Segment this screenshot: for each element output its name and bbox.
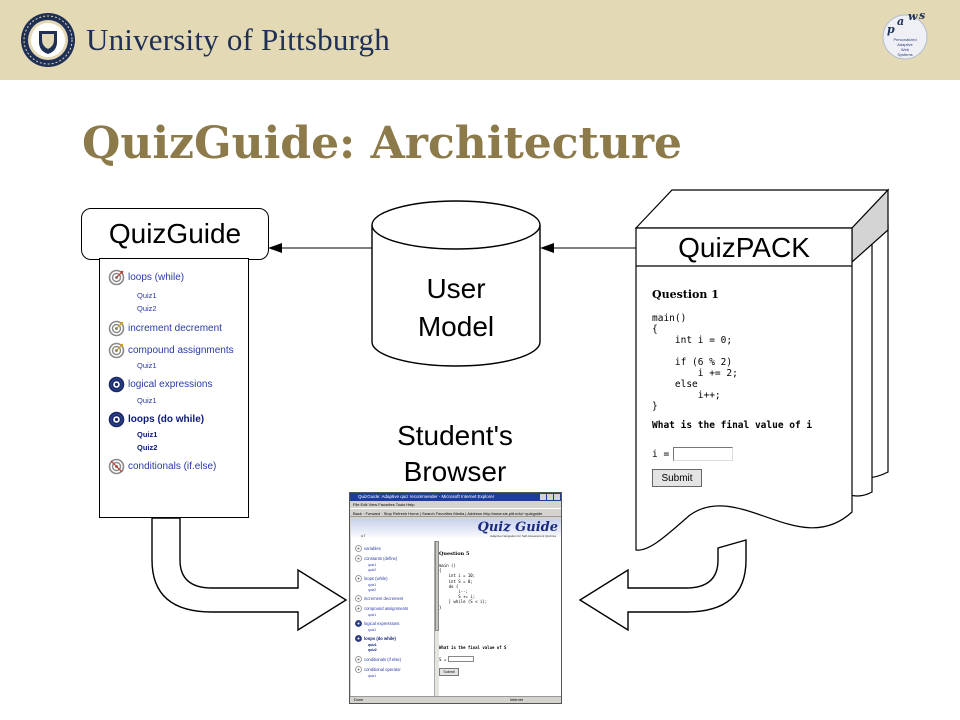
status-text: Done	[354, 698, 364, 702]
topic-list	[351, 541, 434, 697]
minimize-icon[interactable]	[540, 494, 546, 500]
quizguide-tagline: Adaptive Navigation for Self-Assessment Quizzes	[489, 534, 556, 538]
paws-letter: p	[887, 23, 895, 36]
topic-label: logical expressions	[128, 379, 213, 390]
arrow-quizpack-to-browser	[580, 540, 746, 630]
paws-tagline: Personalized	[893, 37, 917, 42]
target-icon	[355, 575, 362, 582]
topic-label: loops (do while)	[364, 636, 396, 641]
quizguide-box	[81, 208, 269, 260]
quizguide-panel	[99, 258, 249, 518]
target-icon	[108, 342, 125, 359]
question-title: Question 5	[439, 551, 470, 557]
code-listing: main() { int i = 0; if (6 % 2) i += 2; else i++; }	[652, 313, 738, 412]
target-icon	[108, 376, 125, 393]
target-icon	[355, 605, 362, 612]
submit-button[interactable]: Submit	[652, 469, 702, 487]
quiz-link[interactable]: quiz2	[368, 588, 377, 592]
topic-item[interactable]	[355, 635, 396, 642]
topic-item[interactable]	[108, 320, 222, 337]
topic-label: compound assignments	[128, 345, 234, 356]
paws-tagline: Systems	[897, 52, 913, 57]
browser-menu-bar[interactable]: File Edit View Favorites Tools Help	[353, 502, 415, 507]
question-text: What is the final value of i	[652, 420, 813, 431]
quizguide-label: QuizGuide	[108, 218, 242, 249]
quiz-link[interactable]: Quiz2	[137, 443, 158, 452]
paws-tagline: Adaptive	[897, 42, 913, 47]
student-browser-line: Student's	[397, 420, 513, 451]
question-text: What is the final value of S	[439, 645, 507, 650]
quiz-link[interactable]: Quiz1	[137, 361, 157, 370]
quiz-link[interactable]: quiz2	[368, 568, 377, 572]
browser-window	[349, 492, 562, 704]
paws-letter: a	[897, 15, 905, 28]
student-browser-label	[355, 418, 555, 490]
topic-label: conditional operator	[364, 667, 401, 672]
answer-label: S =	[439, 656, 447, 662]
topic-item[interactable]	[355, 666, 401, 673]
browser-title: QuizGuide: Adaptive quiz recommender - Microsoft Internet Explorer	[358, 494, 495, 499]
target-icon	[108, 458, 125, 475]
arrow-head	[540, 243, 554, 253]
answer-row	[439, 656, 474, 662]
quizpack-label: QuizPACK	[678, 232, 810, 263]
answer-input[interactable]	[448, 656, 474, 662]
topic-item[interactable]	[108, 411, 204, 428]
user-model-cylinder-top	[372, 201, 540, 249]
paws-tagline: Web	[900, 47, 910, 52]
quizguide-banner	[351, 519, 562, 539]
topic-item[interactable]	[355, 605, 408, 612]
target-icon	[355, 620, 362, 627]
target-icon	[355, 555, 362, 562]
target-icon	[108, 320, 125, 337]
university-name: University of Pittsburgh	[86, 22, 390, 57]
answer-label: i =	[652, 448, 670, 460]
paws-letter: s	[919, 9, 926, 22]
quiz-link[interactable]: Quiz1	[137, 291, 157, 300]
quiz-link[interactable]: quiz1	[368, 613, 377, 617]
window-controls	[540, 494, 560, 500]
topic-label: variables	[364, 546, 381, 551]
submit-button[interactable]: Submit	[439, 668, 459, 676]
browser-status-bar	[350, 696, 562, 703]
topic-item[interactable]	[355, 595, 403, 602]
paws-letter: w	[908, 10, 918, 23]
topic-label: conditionals (if.else)	[128, 461, 217, 472]
user-id: u7	[361, 533, 366, 538]
topic-item[interactable]	[108, 376, 213, 393]
topic-label: loops (while)	[128, 272, 185, 283]
quizguide-logo: Quiz Guide	[477, 520, 558, 535]
student-browser-line: Browser	[403, 456, 507, 487]
quiz-link[interactable]: quiz2	[368, 648, 377, 652]
target-icon	[355, 595, 362, 602]
browser-title-bar	[350, 493, 561, 501]
topic-item[interactable]	[108, 269, 184, 286]
maximize-icon[interactable]	[547, 494, 553, 500]
quiz-link[interactable]: Quiz1	[137, 430, 158, 439]
arrow-head	[268, 243, 282, 253]
user-model-line: Model	[417, 311, 495, 342]
security-zone: Internet	[510, 698, 523, 702]
topic-item[interactable]	[355, 545, 381, 552]
topic-label: increment decrement	[364, 596, 404, 601]
target-icon	[355, 545, 362, 552]
quiz-link[interactable]: quiz1	[368, 643, 377, 647]
topic-label: conditionals (if else)	[364, 657, 402, 662]
topic-item[interactable]	[355, 620, 399, 627]
topic-item[interactable]	[355, 555, 397, 562]
answer-row	[652, 447, 852, 461]
slide-title: QuizGuide: Architecture	[82, 118, 683, 169]
user-model-line: User	[426, 273, 486, 304]
target-icon	[108, 411, 125, 428]
target-icon	[355, 666, 362, 673]
topic-label: loops (do while)	[128, 414, 205, 425]
quiz-link[interactable]: quiz1	[368, 628, 377, 632]
question-title: Question 1	[652, 288, 719, 301]
quiz-link[interactable]: quiz1	[368, 674, 377, 678]
target-icon	[108, 269, 125, 286]
browser-toolbar[interactable]: Back · Forward · Stop Refresh Home | Search Favorites Media | Address http://www.sis.pitt.edu/~quizguide	[350, 508, 561, 517]
quiz-link[interactable]: quiz1	[368, 563, 377, 567]
topic-label: constants (define)	[364, 556, 398, 561]
quiz-link[interactable]: Quiz1	[137, 396, 157, 405]
topic-item[interactable]	[355, 575, 388, 582]
topic-item[interactable]	[355, 656, 401, 663]
answer-input[interactable]	[673, 447, 733, 461]
topic-label: compound assignments	[364, 606, 409, 611]
quizpack-quiz	[652, 288, 852, 487]
user-model-label	[372, 270, 540, 346]
topic-label: increment decrement	[128, 323, 222, 334]
target-icon	[355, 635, 362, 642]
topic-item[interactable]	[108, 458, 216, 475]
target-icon	[355, 656, 362, 663]
arrow-quizguide-to-browser	[152, 518, 346, 630]
quiz-pane	[439, 541, 562, 697]
quizpack-page-top	[636, 190, 888, 228]
browser-page	[351, 519, 562, 697]
quiz-link[interactable]: Quiz2	[137, 304, 157, 313]
close-icon[interactable]	[554, 494, 560, 500]
code-listing: main () { int i = 10; int S = 0; do { i--; S += i; } while (S < i); }	[439, 563, 488, 610]
topic-item[interactable]	[108, 342, 234, 359]
topic-label: loops (while)	[364, 576, 388, 581]
topic-label: logical expressions	[364, 621, 400, 626]
quiz-link[interactable]: quiz1	[368, 583, 377, 587]
quizpack-middle-page	[850, 224, 872, 496]
